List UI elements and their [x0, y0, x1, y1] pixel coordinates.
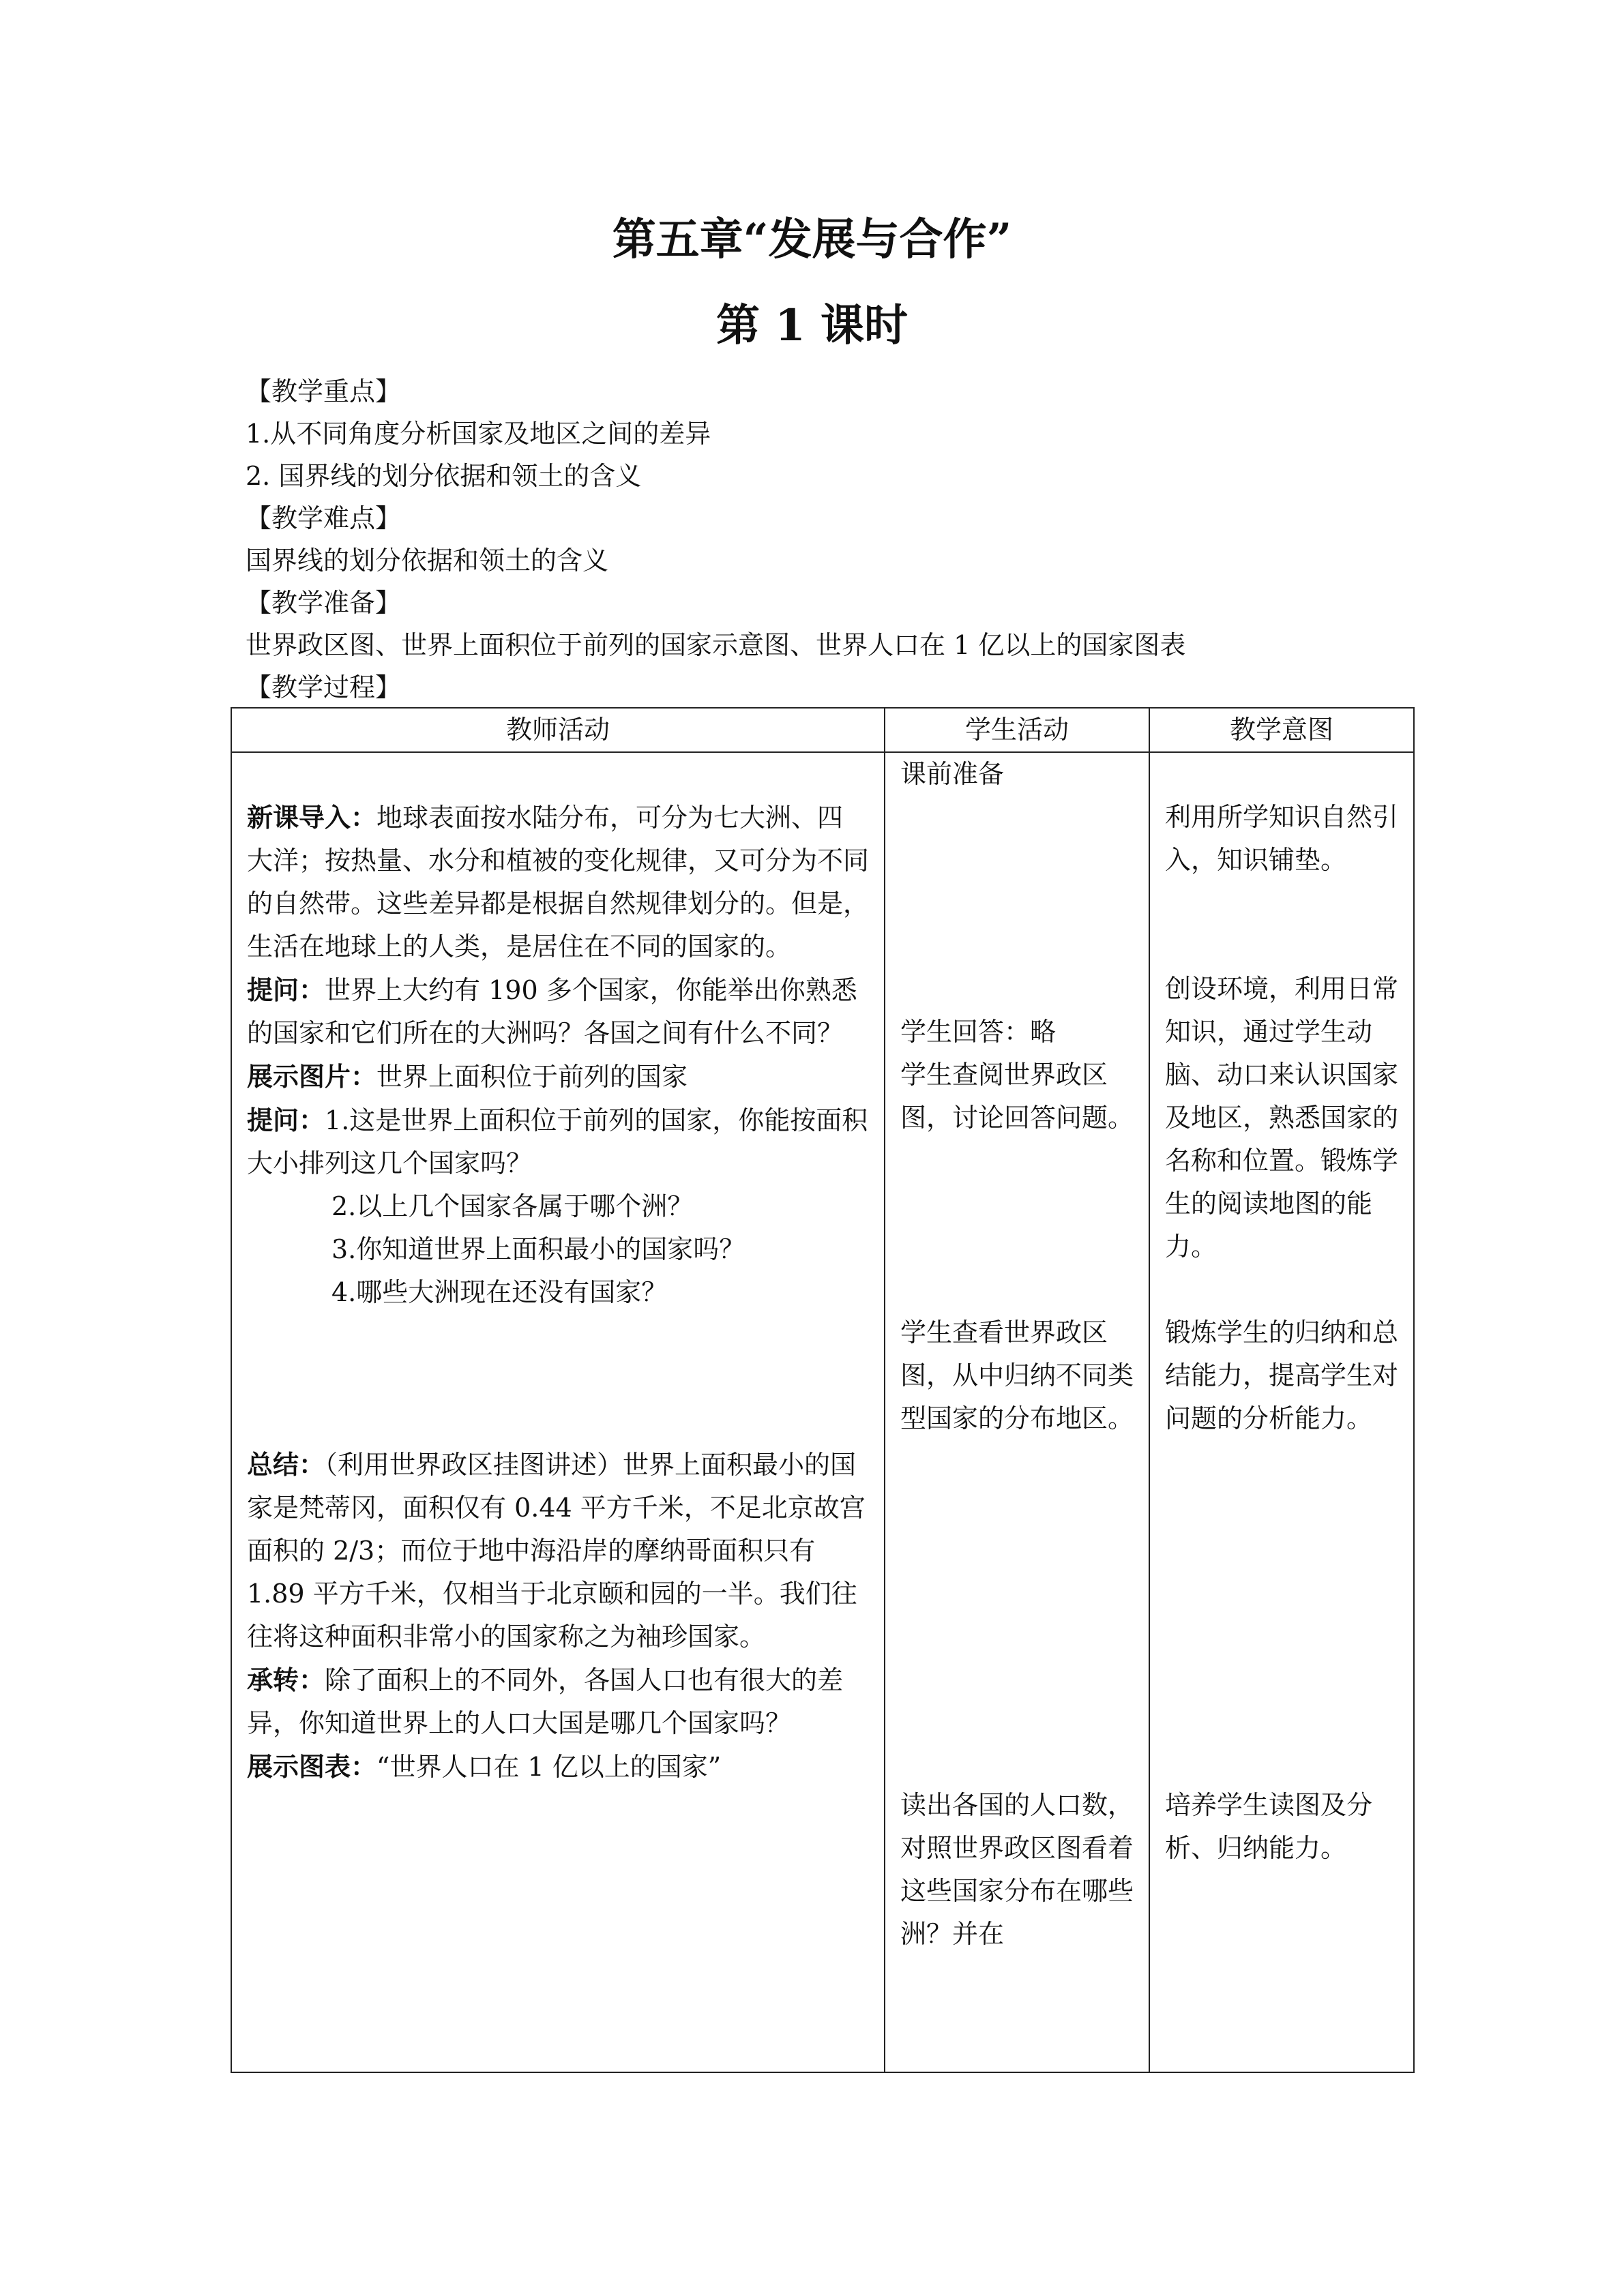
process-heading: 【教学过程】: [246, 672, 402, 702]
intent-1: 利用所学知识自然引入，知识铺垫。: [1165, 802, 1399, 875]
question-1-label: 提问：: [247, 974, 325, 1005]
intent-3: 锻炼学生的归纳和总结能力，提高学生对问题的分析能力。: [1165, 1317, 1399, 1433]
show-image-label: 展示图片：: [247, 1061, 377, 1092]
teacher-activity-cell: [231, 752, 885, 2072]
show-chart-label: 展示图表：: [247, 1751, 377, 1782]
question-2-item-3: 3.你知道世界上面积最小的国家吗？: [331, 1234, 745, 1264]
key-points-heading: 【教学重点】: [246, 376, 402, 406]
summary-text: （利用世界政区挂图讲述）世界上面积最小的国家是梵蒂冈，面积仅有 0.44 平方千米，不足北京故宫面积的 2/3；而位于地中海沿岸的摩纳哥面积只有 1.89 平方千米，仅相当于北京颐和园的一半。我们往往将这种面积非常小的国家称之为袖珍国家。: [247, 1450, 866, 1652]
question-2-paragraph: [247, 1099, 869, 1185]
teaching-intent-cell: [1149, 752, 1414, 2072]
lesson-process-table: [231, 707, 1415, 2073]
question-2-item-2: 2.以上几个国家各属于哪个洲？: [331, 1191, 694, 1221]
student-answer-4: 读出各国的人口数，对照世界政区图看着这些国家分布在哪些洲？并在: [900, 1790, 1134, 1949]
preparation-text: 世界政区图、世界上面积位于前列的国家示意图、世界人口在 1 亿以上的国家图表: [246, 630, 1186, 660]
student-prep: 课前准备: [900, 759, 1005, 789]
intro-text: 地球表面按水陆分布，可分为七大洲、四大洋；按热量、水分和植被的变化规律，又可分为不同的自然带。这些差异都是根据自然规律划分的。但是，生活在地球上的人类，是居住在不同的国家的。: [247, 803, 870, 961]
intro-paragraph: [247, 796, 869, 968]
intent-2: 创设环境，利用日常知识，通过学生动脑、动口来认识国家及地区，熟悉国家的名称和位置。锻炼学生的阅读地图的能力。: [1165, 974, 1399, 1262]
show-chart-text: “世界人口在 1 亿以上的国家”: [377, 1752, 722, 1782]
header-teacher-activity: 教师活动: [231, 708, 885, 752]
table-row: [231, 752, 1414, 2072]
summary-paragraph: [247, 1443, 869, 1658]
header-teaching-intent: 教学意图: [1149, 708, 1414, 752]
transition-text: 除了面积上的不同外，各国人口也有很大的差异，你知道世界上的人口大国是哪几个国家吗？: [247, 1665, 844, 1738]
header-student-activity: 学生活动: [885, 708, 1149, 752]
question-1-text: 世界上大约有 190 多个国家，你能举出你熟悉的国家和它们所在的大洲吗？各国之间有什么不同？: [247, 975, 857, 1048]
key-point-2: 2. 国界线的划分依据和领土的含义: [246, 461, 642, 491]
difficulties-heading: 【教学难点】: [246, 503, 402, 533]
transition-paragraph: [247, 1658, 869, 1745]
student-answer-3: 学生查看世界政区图，从中归纳不同类型国家的分布地区。: [900, 1317, 1134, 1433]
question-2-item-4: 4.哪些大洲现在还没有国家？: [331, 1277, 668, 1307]
intent-4: 培养学生读图及分析、归纳能力。: [1165, 1790, 1373, 1863]
show-chart-paragraph: [247, 1745, 869, 1789]
key-point-1: 1.从不同角度分析国家及地区之间的差异: [246, 419, 711, 449]
show-image-text: 世界上面积位于前列的国家: [377, 1062, 688, 1092]
preparation-heading: 【教学准备】: [246, 588, 402, 618]
intro-label: 新课导入：: [247, 802, 377, 833]
student-activity-cell: [885, 752, 1149, 2072]
lesson-intro: [246, 370, 1405, 709]
difficulty-text: 国界线的划分依据和领土的含义: [246, 546, 609, 576]
summary-label: 总结：: [247, 1449, 325, 1480]
show-image-paragraph: [247, 1055, 869, 1099]
question-1-paragraph: [247, 968, 869, 1055]
question-2-label: 提问：: [247, 1105, 325, 1135]
table-header-row: [231, 708, 1414, 752]
transition-label: 承转：: [247, 1665, 325, 1695]
student-answer-1: 学生回答：略: [900, 1017, 1057, 1047]
lesson-subtitle: 第 1 课时: [715, 300, 909, 351]
student-answer-2: 学生查阅世界政区图，讨论回答问题。: [900, 1060, 1134, 1133]
question-2-text: 1.这是世界上面积位于前列的国家，你能按面积大小排列这几个国家吗？: [247, 1105, 868, 1178]
chapter-title: 第五章“发展与合作”: [612, 214, 1012, 265]
